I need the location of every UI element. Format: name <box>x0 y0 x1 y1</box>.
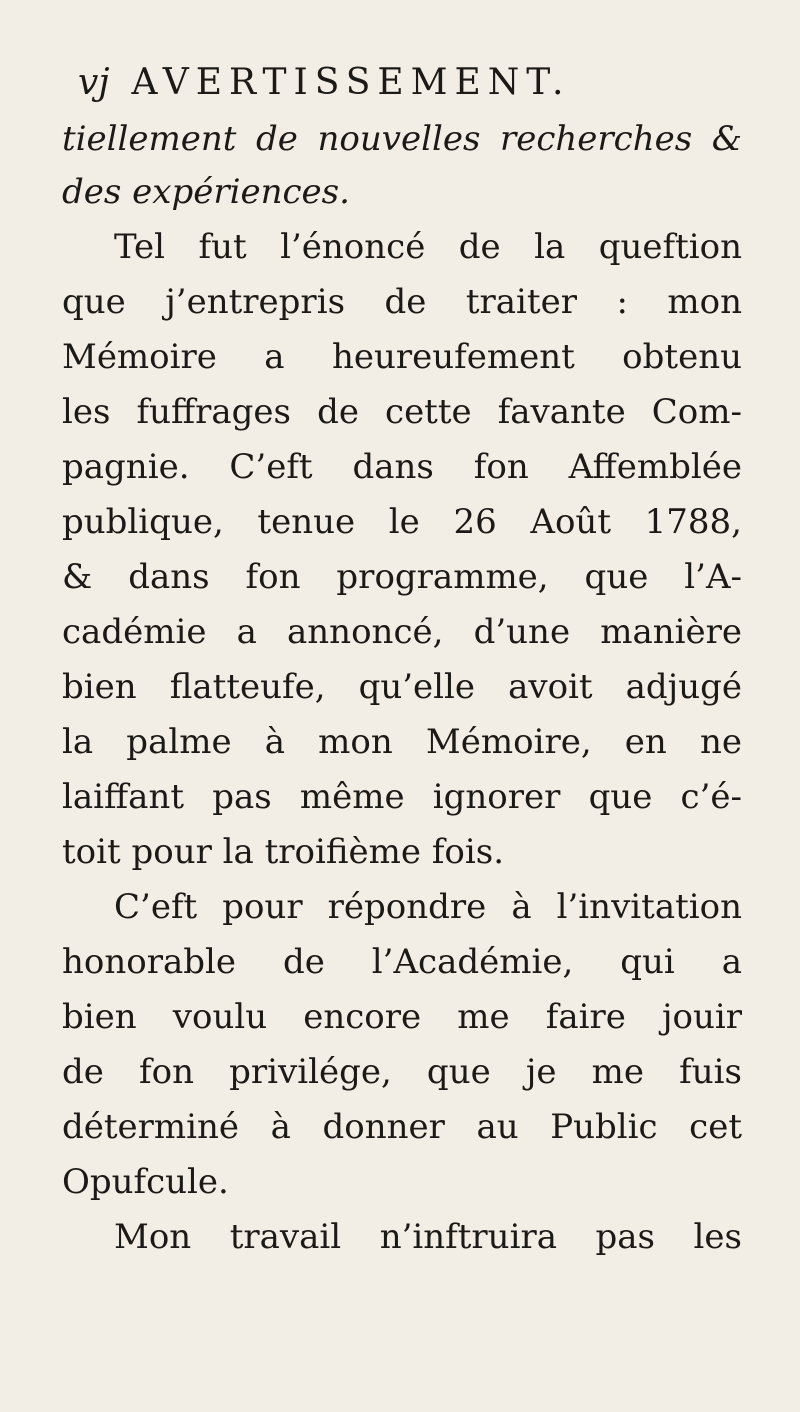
text-line: honorable de l’Académie, qui a <box>62 942 742 982</box>
text-line: toit pour la troifième fois. <box>62 832 505 872</box>
text-line: déterminé à donner au Public cet <box>62 1107 742 1147</box>
paragraph-start-line: Tel fut l’énoncé de la queftion <box>114 227 742 267</box>
paragraph-start-line: C’eft pour répondre à l’invitation <box>114 887 742 927</box>
running-title: AVERTISSEMENT. <box>131 62 571 103</box>
text-line: des expériences. <box>62 172 350 212</box>
text-line: & dans fon programme, que l’A- <box>62 557 742 597</box>
text-line: cadémie a annoncé, d’une manière <box>62 612 742 652</box>
paragraph-start-line: Mon travail n’inftruira pas les <box>114 1217 742 1257</box>
text-line: pagnie. C’eft dans fon Affemblée <box>62 447 742 487</box>
text-line: Opufcule. <box>62 1162 229 1202</box>
text-line: que j’entrepris de traiter : mon <box>62 282 742 322</box>
text-line: laiffant pas même ignorer que c’é- <box>62 777 742 817</box>
text-line: bien flatteufe, qu’elle avoit adjugé <box>62 667 742 707</box>
page-number: vj <box>78 62 110 103</box>
text-line: bien voulu encore me faire jouir <box>62 997 742 1037</box>
text-line: les fuffrages de cette favante Com- <box>62 392 742 432</box>
text-line: la palme à mon Mémoire, en ne <box>62 722 742 762</box>
page-header <box>78 58 718 108</box>
text-line: tiellement de nouvelles recherches & <box>62 119 742 159</box>
text-line: de fon privilége, que je me fuis <box>62 1052 742 1092</box>
text-line: publique, tenue le 26 Août 1788, <box>62 502 742 542</box>
text-line: Mémoire a heureufement obtenu <box>62 337 742 377</box>
